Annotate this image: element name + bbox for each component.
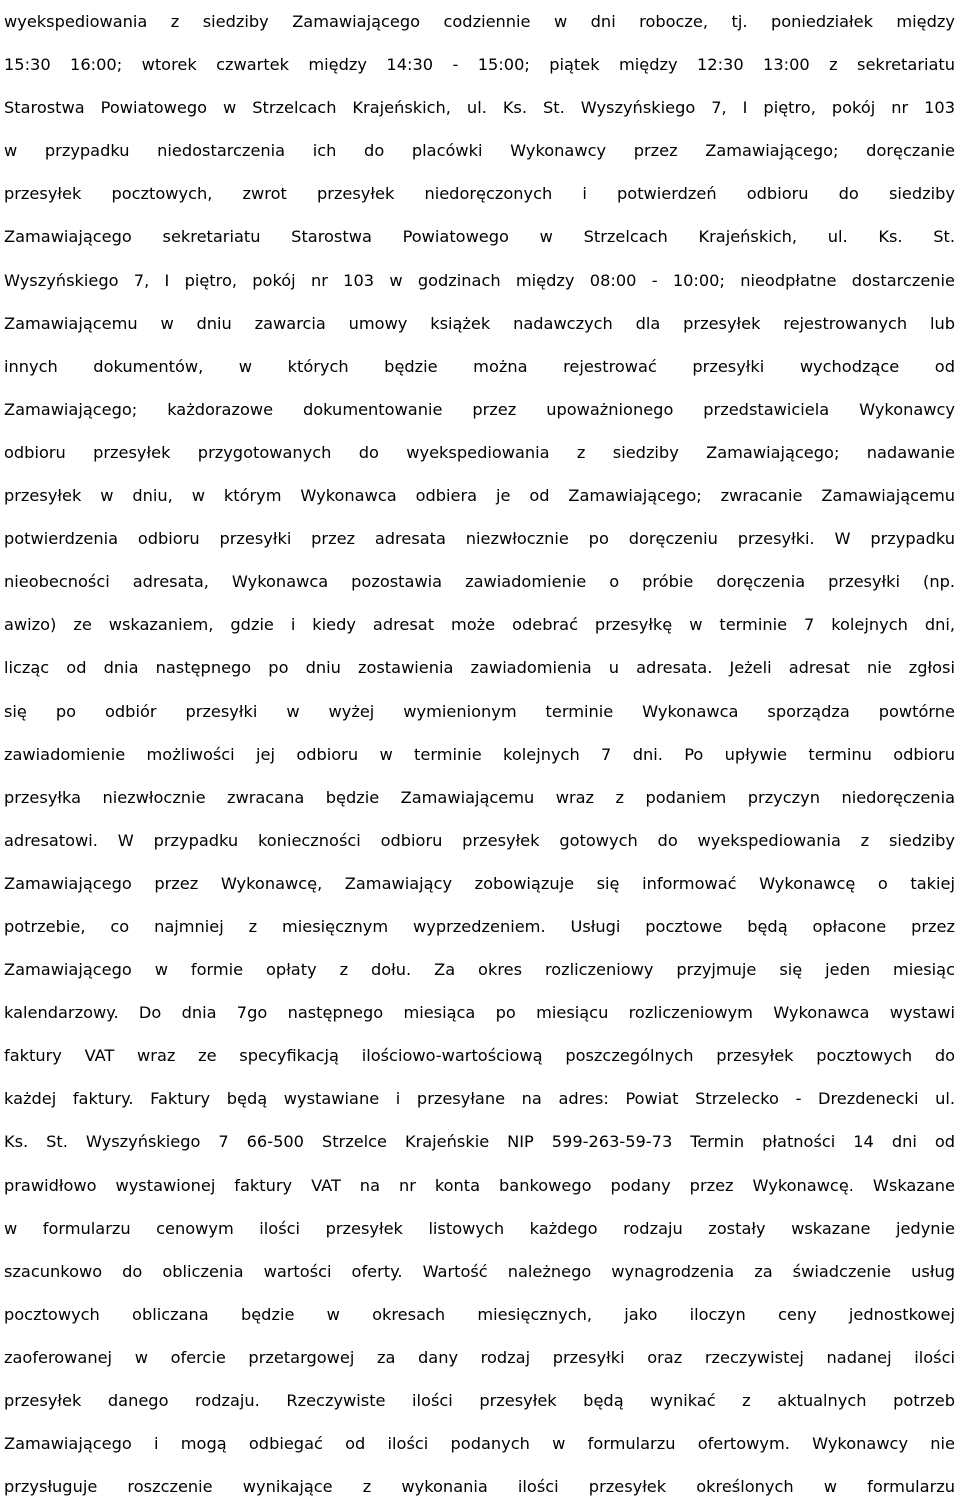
text-line: Ks. St. Wyszyńskiego 7 66-500 Strzelce Krajeńskie NIP 599-263-59-73 Termin płatności 14 dni od bbox=[4, 1132, 955, 1152]
text-line: pocztowych obliczana będzie w okresach miesięcznych, jako iloczyn ceny jednostkowej bbox=[4, 1304, 955, 1324]
document-page bbox=[4, 0, 955, 1508]
text-line: adresatowi. W przypadku konieczności odbioru przesyłek gotowych do wyekspediowania z siedziby bbox=[4, 830, 955, 850]
text-line: Zamawiającemu w dniu zawarcia umowy książek nadawczych dla przesyłek rejestrowanych lub bbox=[4, 313, 955, 333]
text-line: Zamawiającego; każdorazowe dokumentowanie przez upoważnionego przedstawiciela Wykonawcy bbox=[4, 399, 955, 419]
text-line: 15:30 16:00; wtorek czwartek między 14:30 - 15:00; piątek między 12:30 13:00 z sekretariatu bbox=[4, 55, 955, 75]
text-line: licząc od dnia następnego po dniu zostawienia zawiadomienia u adresata. Jeżeli adresat nie zgłosi bbox=[4, 658, 955, 678]
text-line: odbioru przesyłek przygotowanych do wyekspediowania z siedziby Zamawiającego; nadawanie bbox=[4, 442, 955, 462]
text-line: prawidłowo wystawionej faktury VAT na nr konta bankowego podany przez Wykonawcę. Wskazane bbox=[4, 1175, 955, 1195]
text-line: przesyłek pocztowych, zwrot przesyłek niedoręczonych i potwierdzeń odbioru do siedziby bbox=[4, 184, 955, 204]
text-line: Starostwa Powiatowego w Strzelcach Krajeńskich, ul. Ks. St. Wyszyńskiego 7, I piętro, pokój nr 103 bbox=[4, 98, 955, 118]
text-line: nieobecności adresata, Wykonawca pozostawia zawiadomienie o próbie doręczenia przesyłki (np. bbox=[4, 572, 955, 592]
text-line: potrzebie, co najmniej z miesięcznym wyprzedzeniem. Usługi pocztowe będą opłacone przez bbox=[4, 916, 955, 936]
text-line: Zamawiającego i mogą odbiegać od ilości podanych w formularzu ofertowym. Wykonawcy nie bbox=[4, 1434, 955, 1454]
text-line: w formularzu cenowym ilości przesyłek listowych każdego rodzaju zostały wskazane jedynie bbox=[4, 1218, 955, 1238]
text-line: w przypadku niedostarczenia ich do placówki Wykonawcy przez Zamawiającego; doręczanie bbox=[4, 141, 955, 161]
text-line: przysługuje roszczenie wynikające z wykonania ilości przesyłek określonych w formularzu bbox=[4, 1477, 955, 1497]
text-line: faktury VAT wraz ze specyfikacją ilościowo-wartościową poszczególnych przesyłek pocztowych do bbox=[4, 1046, 955, 1066]
text-line: kalendarzowy. Do dnia 7go następnego miesiąca po miesiącu rozliczeniowym Wykonawca wystawi bbox=[4, 1003, 955, 1023]
text-line: przesyłka niezwłocznie zwracana będzie Zamawiającemu wraz z podaniem przyczyn niedoręczenia bbox=[4, 787, 955, 807]
text-line: Wyszyńskiego 7, I piętro, pokój nr 103 w godzinach między 08:00 - 10:00; nieodpłatne dostarczenie bbox=[4, 270, 955, 290]
text-line: przesyłek danego rodzaju. Rzeczywiste ilości przesyłek będą wynikać z aktualnych potrzeb bbox=[4, 1391, 955, 1410]
text-line: zaoferowanej w ofercie przetargowej za dany rodzaj przesyłki oraz rzeczywistej nadanej ilości bbox=[4, 1347, 955, 1367]
text-line: Zamawiającego sekretariatu Starostwa Powiatowego w Strzelcach Krajeńskich, ul. Ks. St. bbox=[4, 227, 955, 247]
text-line: awizo) ze wskazaniem, gdzie i kiedy adresat może odebrać przesyłkę w terminie 7 kolejnych dni, bbox=[4, 615, 955, 635]
text-line: Zamawiającego przez Wykonawcę, Zamawiający zobowiązuje się informować Wykonawcę o takiej bbox=[4, 873, 955, 893]
text-line: przesyłek w dniu, w którym Wykonawca odbiera je od Zamawiającego; zwracanie Zamawiającemu bbox=[4, 486, 955, 506]
text-line: innych dokumentów, w których będzie można rejestrować przesyłki wychodzące od bbox=[4, 356, 955, 376]
text-line: potwierdzenia odbioru przesyłki przez adresata niezwłocznie po doręczeniu przesyłki. W przypadku bbox=[4, 529, 955, 549]
text-line: się po odbiór przesyłki w wyżej wymienionym terminie Wykonawca sporządza powtórne bbox=[4, 701, 955, 721]
text-line: Zamawiającego w formie opłaty z dołu. Za okres rozliczeniowy przyjmuje się jeden miesiąc bbox=[4, 960, 955, 980]
text-line: zawiadomienie możliwości jej odbioru w terminie kolejnych 7 dni. Po upływie terminu odbioru bbox=[4, 744, 955, 764]
text-line: wyekspediowania z siedziby Zamawiającego codziennie w dni robocze, tj. poniedziałek między bbox=[4, 12, 955, 31]
text-line: każdej faktury. Faktury będą wystawiane i przesyłane na adres: Powiat Strzelecko - Drezdenecki ul. bbox=[4, 1089, 955, 1109]
text-line: szacunkowo do obliczenia wartości oferty. Wartość należnego wynagrodzenia za świadczenie usług bbox=[4, 1261, 955, 1281]
